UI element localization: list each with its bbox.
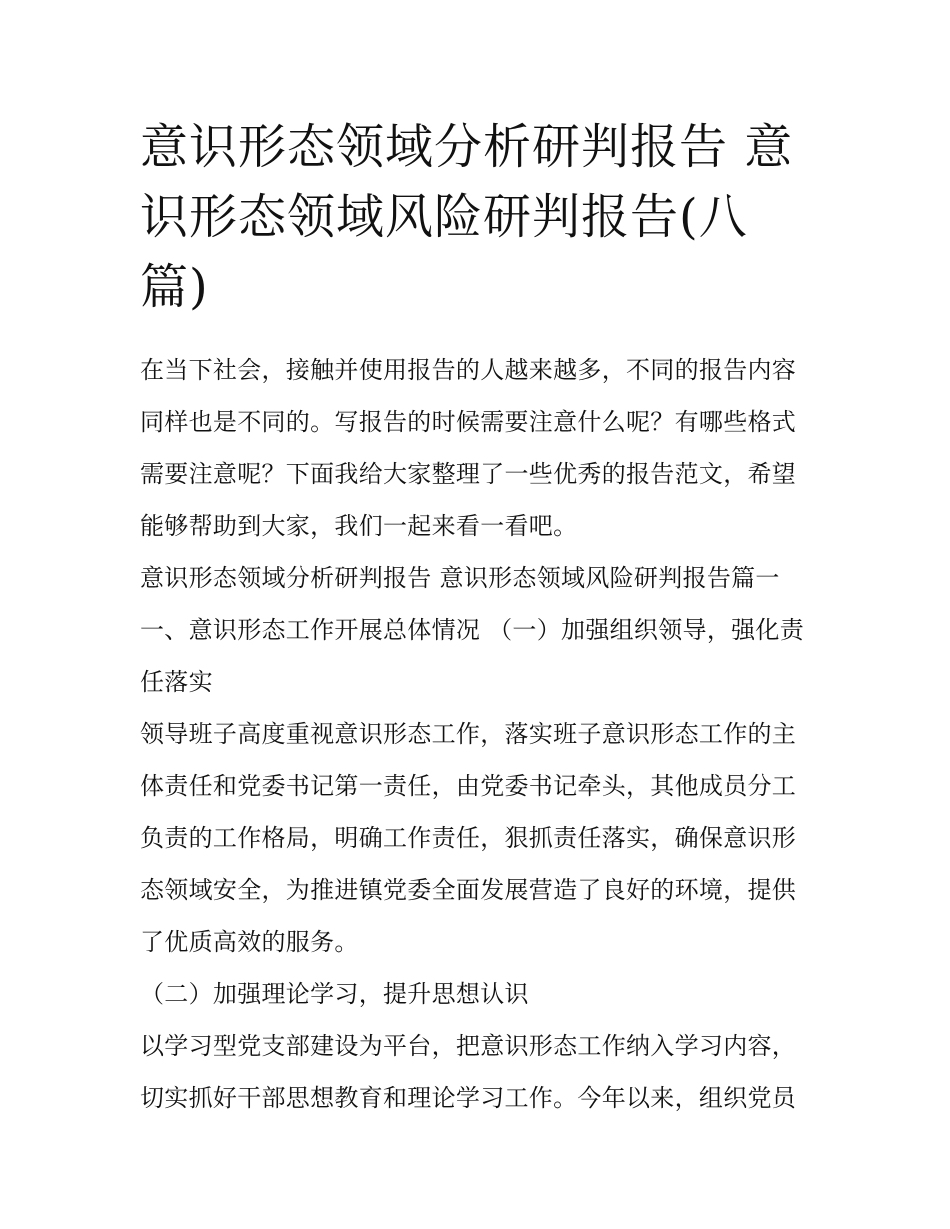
body-paragraph: 领导班子高度重视意识形态工作，落实班子意识形态工作的主体责任和党委书记第一责任，由党委书记牵头，其他成员分工负责的工作格局，明确工作责任，狠抓责任落实，确保意识形态领域安全，为推进镇党委全面发展营造了良好的环境，提供了优质高效的服务。 [140, 720, 797, 956]
subsection-heading: 一、意识形态工作开展总体情况 （一）加强组织领导，强化责任落实 [140, 616, 805, 696]
subsection-heading: （二）加强理论学习，提升思想认识 [140, 980, 529, 1008]
document-title: 意识形态领域分析研判报告 意识形态领域风险研判报告(八篇) [140, 119, 794, 315]
document-body [140, 112, 812, 1124]
section-heading: 意识形态领域分析研判报告 意识形态领域风险研判报告篇一 [140, 564, 780, 592]
intro-paragraph: 在当下社会，接触并使用报告的人越来越多，不同的报告内容同样也是不同的。写报告的时候需要注意什么呢？有哪些格式需要注意呢？下面我给大家整理了一些优秀的报告范文，希望能够帮助到大家，我们一起来看一看吧。 [140, 356, 797, 540]
body-paragraph: 以学习型党支部建设为平台，把意识形态工作纳入学习内容，切实抓好干部思想教育和理论学习工作。今年以来，组织党员 [140, 1032, 797, 1112]
